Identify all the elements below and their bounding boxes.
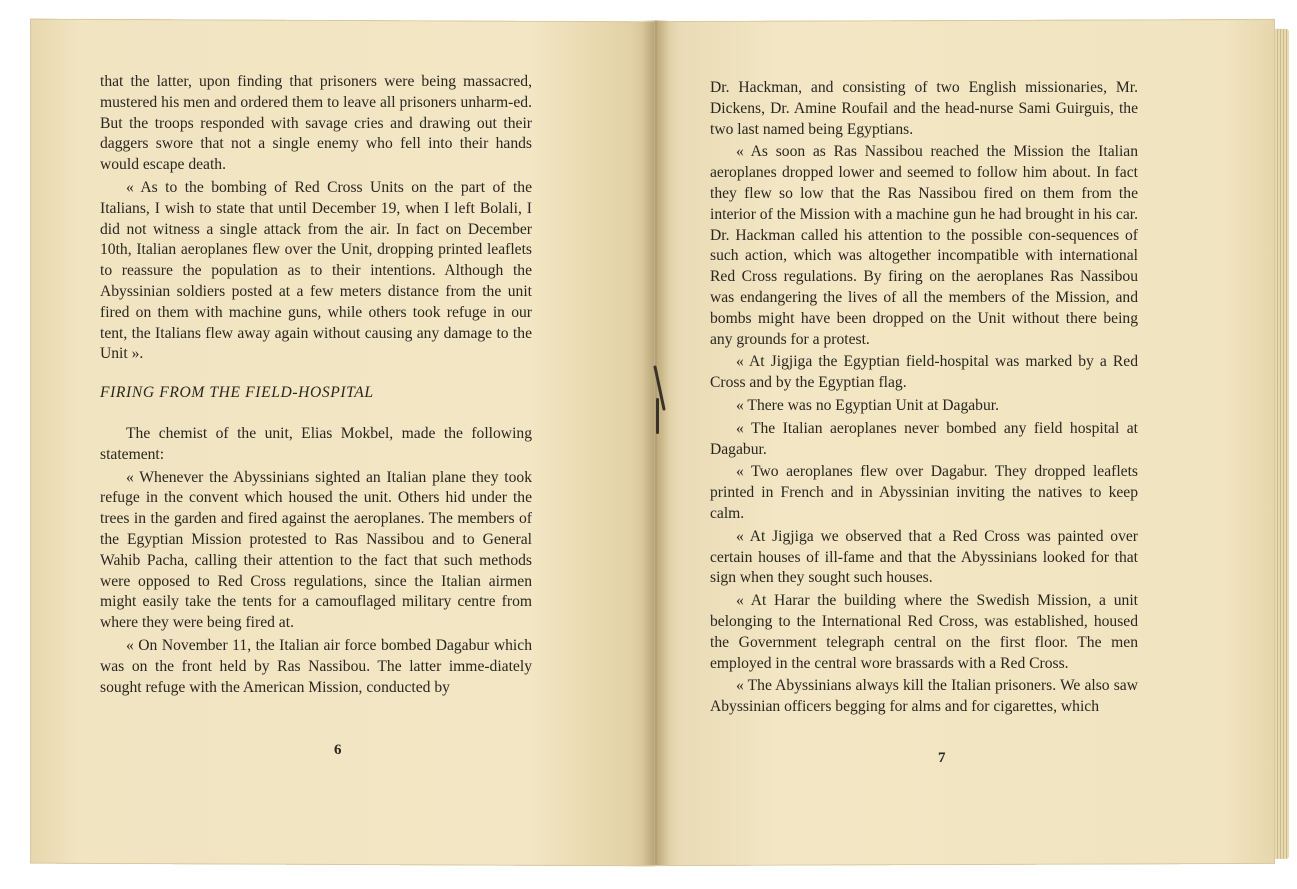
paragraph: Dr. Hackman, and consisting of two English missionaries, Mr. Dickens, Dr. Amine Roufail and the head-nurse Sami Guirguis, the two last named being Egyptians. — [710, 79, 1138, 138]
paragraph: « At Jigjiga the Egyptian field-hospital was marked by a Red Cross and by the Egyptian flag. — [710, 353, 1138, 392]
paragraph: « Whenever the Abyssinians sighted an Italian plane they took refuge in the convent which housed the unit. Others hid under the trees in the garden and fired against the aeroplanes. The members of the Egyptian Mission protested to Ras Nassibou and to General Wahib Pacha, calling their attention to the fact that such methods were opposed to Red Cross regulations, since the Italian airmen might easily take the tents for a camouflaged military centre from where they were being fired at. — [100, 468, 532, 632]
right-page-text — [710, 78, 1138, 718]
left-page-text — [100, 72, 532, 698]
book-spine — [642, 20, 670, 865]
page-number-right: 7 — [938, 750, 946, 766]
paragraph: « At Jigjiga we observed that a Red Cross was painted over certain houses of ill-fame and that the Abyssinians looked for that sign when they sought such houses. — [710, 527, 1138, 587]
paragraph: « There was no Egyptian Unit at Dagabur. — [736, 396, 1000, 414]
page-number-left: 6 — [334, 742, 342, 758]
paragraph: « As soon as Ras Nassibou reached the Mission the Italian aeroplanes dropped lower and seemed to follow him about. In fact they flew so low that the Ras Nassibou fired on them from the interior of the Mission with a machine gun he had brought in his car. Dr. Hackman called his attention to the possible con-sequences of such action, which was altogether incompatible with international Red Cross regulations. By firing on the aeroplanes Ras Nassibou was endangering the lives of all the members of the Mission, and bombs might have been dropped on the Unit without there being any grounds for a protest. — [710, 143, 1138, 348]
paragraph: « The Italian aeroplanes never bombed any field hospital at Dagabur. — [710, 419, 1138, 458]
staple-bottom — [656, 398, 659, 434]
paragraph: « Two aeroplanes flew over Dagabur. They dropped leaflets printed in French and in Abyssinian inviting the natives to keep calm. — [710, 463, 1138, 522]
section-heading: FIRING FROM THE FIELD-HOSPITAL — [100, 384, 374, 402]
paragraph: « On November 11, the Italian air force bombed Dagabur which was on the front held by Ras Nassibou. The latter imme-diately sought refuge with the American Mission, conducted by — [100, 636, 532, 696]
page-edges — [1275, 29, 1289, 859]
paragraph: « The Abyssinians always kill the Italian prisoners. We also saw Abyssinian officers begging for alms and for cigarettes, which — [710, 677, 1138, 716]
paragraph: The chemist of the unit, Elias Mokbel, made the following statement: — [100, 424, 532, 463]
paragraph: « At Harar the building where the Swedish Mission, a unit belonging to the International Red Cross, was established, housed the Government telegraph central on the first floor. The men employed in the central wore brassards with a Red Cross. — [710, 592, 1138, 672]
paragraph: that the latter, upon finding that prisoners were being massacred, mustered his men and ordered them to leave all prisoners unharm-ed. But the troops responded with savage cries and drawing out their daggers swore that not a single enemy who fell into their hands would escape death. — [100, 73, 532, 174]
paragraph: « As to the bombing of Red Cross Units on the part of the Italians, I wish to state that until December 19, when I left Bolali, I did not witness a single attack from the air. In fact on December 10th, Italian aeroplanes flew over the Unit, dropping printed leaflets to reassure the population as to their intentions. Although the Abyssinian soldiers posted at a few meters distance from the unit fired on them with machine guns, while others took refuge in our tent, the Italians flew away again without causing any damage to the Unit ». — [100, 178, 532, 363]
